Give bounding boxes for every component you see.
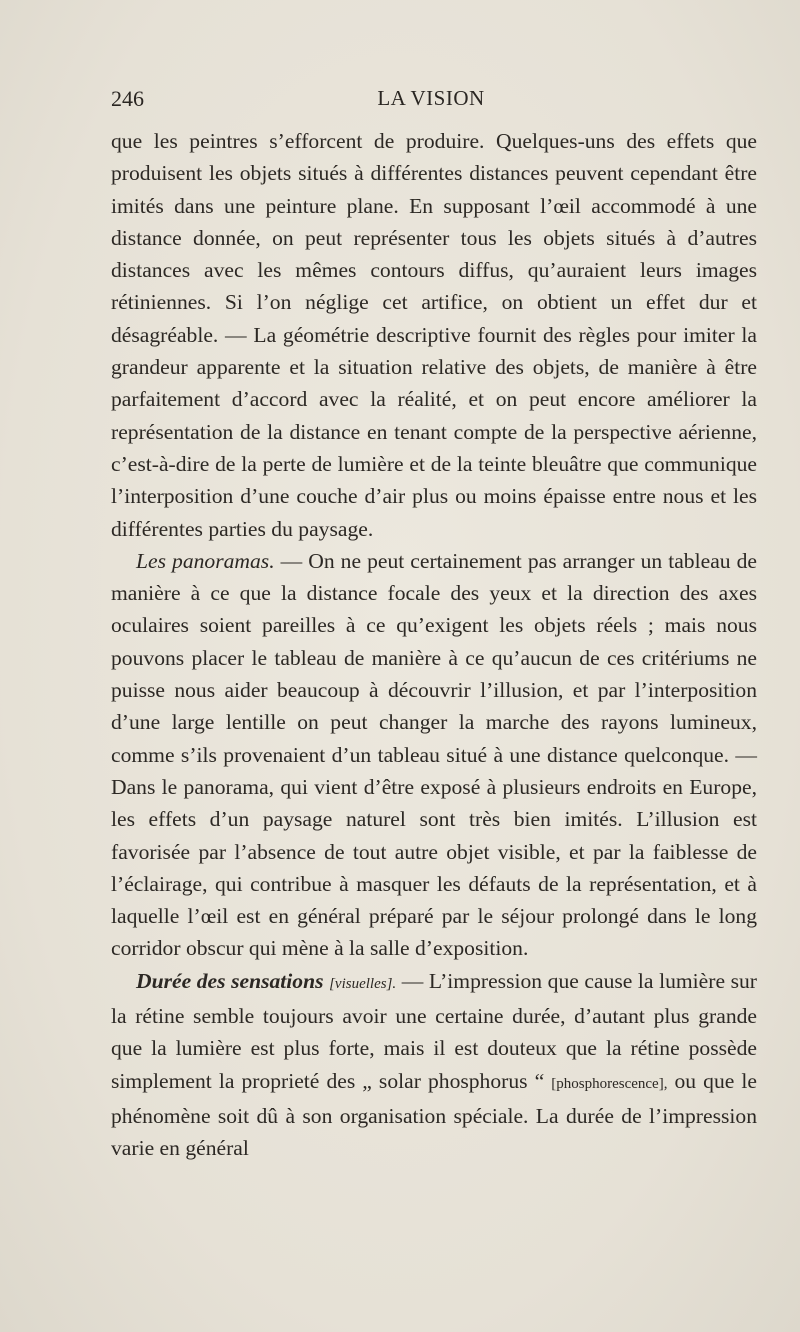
paragraph-duree-text-b: ou que le phénomène soit dû à son organisation spéciale. La durée de l’impression varie en général <box>111 1068 757 1161</box>
paragraph-duree-text-a: — L’impression que cause la lumière sur la rétine semble toujours avoir une certaine durée, d’autant plus grande que la lumière est plus forte, mais il est douteux que la rétine possède simplement la proprieté des „ solar phosphorus “ <box>111 968 757 1093</box>
running-title: LA VISION <box>377 86 485 110</box>
bracket-note-visuelles: [visuelles]. <box>329 975 397 992</box>
paragraph-panoramas-text: — On ne peut certainement pas arranger un tableau de manière à ce que la distance focale des yeux et la direction des axes oculaires soient pareilles à ce qu’exigent les objets réels ; mais nous pouvons placer le tableau de manière à ce qu’aucun de ces critériums ne puisse nous aider beaucoup à découvrir l’illusion, et par l’interposition d’une large lentille on peut changer la marche des rayons lumineux, comme s’ils provenaient d’un tableau situé à une distance quelconque. — Dans le panorama, qui vient d’être exposé à plusieurs endroits en Europe, les effets d’un paysage naturel sont très bien imités. L’illusion est favorisée par l’absence de tout autre objet visible, et par la faiblesse de l’éclairage, qui contribue à masquer les défauts de la représentation, et à laquelle l’œil est en général préparé par le séjour prolongé dans le long corridor obscur qui mène à la salle d’exposition. <box>111 548 757 961</box>
bracket-note-phosphorescence: [phosphorescence], <box>551 1075 668 1092</box>
section-title-duree: Durée des sensations <box>136 968 324 993</box>
section-title-panoramas: Les panoramas. <box>136 548 275 573</box>
page-header <box>111 86 751 116</box>
paragraph-panoramas <box>111 545 757 965</box>
paragraph-duree <box>111 965 757 1165</box>
page-number: 246 <box>111 86 144 111</box>
body-text <box>111 125 757 1165</box>
paragraph-1: que les peintres s’efforcent de produire. Quelques-uns des effets que produisent les objets situés à différentes distances peuvent cependant être imités dans une peinture plane. En supposant l’œil accommodé à une distance donnée, on peut représenter tous les objets situés à d’autres distances avec les mêmes contours diffus, qu’auraient leurs images rétiniennes. Si l’on néglige cet artifice, on obtient un effet dur et désagréable. — La géométrie descriptive fournit des règles pour imiter la grandeur apparente et la situation relative des objets, de manière à être parfaitement d’accord avec la réalité, et on peut encore améliorer la représentation de la distance en tenant compte de la perspective aérienne, c’est-à-dire de la perte de lumière et de la teinte bleuâtre que communique l’interposition d’une couche d’air plus ou moins épaisse entre nous et les différentes parties du paysage. <box>111 129 757 541</box>
